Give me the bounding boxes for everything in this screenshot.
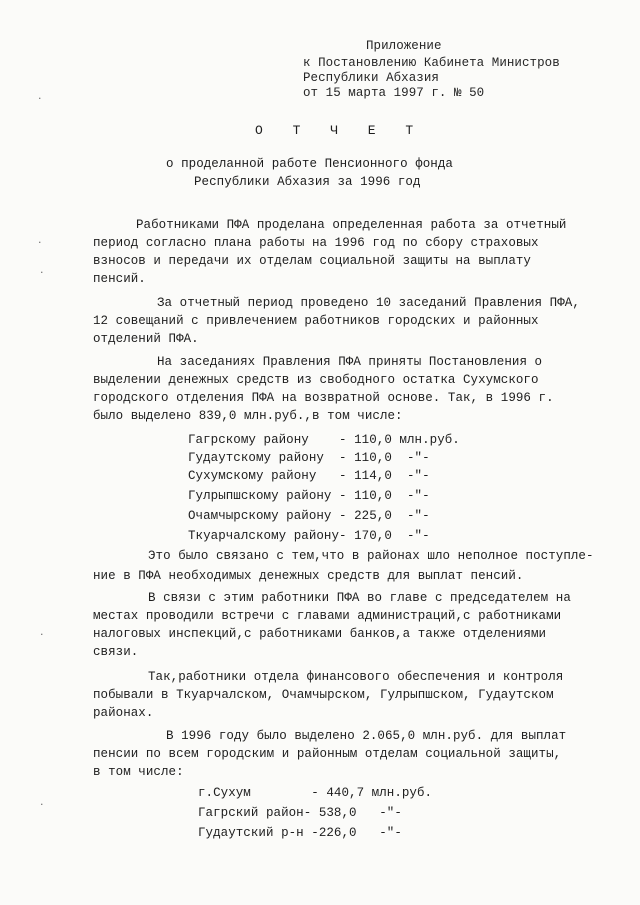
paragraph-3-line: выделении денежных средств из свободного остатка Сухумского [93, 373, 539, 387]
header-line-3: Республики Абхазия [303, 71, 439, 85]
margin-mark: · [40, 266, 44, 279]
header-line-1: Приложение [366, 39, 442, 53]
paragraph-1-line: период согласно плана работы на 1996 год по сбору страховых [93, 236, 539, 250]
paragraph-6-line: районах. [93, 706, 154, 720]
paragraph-4-line: ние в ПФА необходимых денежных средств для выплат пенсий. [93, 569, 524, 583]
paragraph-7-line: в том числе: [93, 765, 184, 779]
paragraph-1-line: Работниками ПФА проделана определенная работа за отчетный [136, 218, 567, 232]
margin-mark: · [38, 92, 42, 105]
pension-list-item: Гагрский район- 538,0 -"- [198, 806, 402, 820]
paragraph-4-line: Это было связано с тем,что в районах шло неполное поступле- [148, 549, 594, 563]
allocation-list-item: Гулрыпшскому району - 110,0 -"- [188, 489, 430, 503]
allocation-list-item: Ткуарчалскому району- 170,0 -"- [188, 529, 430, 543]
allocation-list-item: Гудаутскому району - 110,0 -"- [188, 451, 430, 465]
paragraph-3-line: городского отделения ПФА на возвратной основе. Так, в 1996 г. [93, 391, 554, 405]
paragraph-5-line: местах проводили встречи с главами администраций,с работниками [93, 609, 562, 623]
paragraph-5-line: В связи с этим работники ПФА во главе с председателем на [148, 591, 571, 605]
paragraph-3-line: На заседаниях Правления ПФА приняты Постановления о [157, 355, 543, 369]
paragraph-2-line: 12 совещаний с привлечением работников городских и районных [93, 314, 539, 328]
header-line-4: от 15 марта 1997 г. № 50 [303, 86, 485, 100]
document-subtitle-1: о проделанной работе Пенсионного фонда [166, 157, 453, 171]
allocation-list-item: Очамчырскому району - 225,0 -"- [188, 509, 430, 523]
document-subtitle-2: Республики Абхазия за 1996 год [194, 175, 421, 189]
paragraph-2-line: отделений ПФА. [93, 332, 199, 346]
paragraph-2-line: За отчетный период проведено 10 заседаний Правления ПФА, [157, 296, 580, 310]
allocation-list-item: Гагрскому району - 110,0 млн.руб. [188, 433, 460, 447]
margin-mark: · [40, 798, 44, 811]
paragraph-6-line: побывали в Ткуарчалском, Очамчырском, Гулрыпшском, Гудаутском [93, 688, 554, 702]
paragraph-3-line: было выделено 839,0 млн.руб.,в том числе: [93, 409, 403, 423]
margin-mark: · [38, 236, 42, 249]
allocation-list-item: Сухумскому району - 114,0 -"- [188, 469, 430, 483]
paragraph-1-line: пенсий. [93, 272, 146, 286]
paragraph-5-line: налоговых инспекций,с работниками банков,а также отделениями [93, 627, 547, 641]
paragraph-7-line: пенсии по всем городским и районным отделам социальной защиты, [93, 747, 562, 761]
document-title: О Т Ч Е Т [255, 123, 425, 138]
paragraph-7-line: В 1996 году было выделено 2.065,0 млн.руб. для выплат [166, 729, 567, 743]
paragraph-1-line: взносов и передачи их отделам социальной защиты на выплату [93, 254, 531, 268]
pension-list-item: Гудаутский р-н -226,0 -"- [198, 826, 402, 840]
header-line-2: к Постановлению Кабинета Министров [303, 56, 560, 70]
pension-list-item: г.Сухум - 440,7 млн.руб. [198, 786, 433, 800]
paragraph-5-line: связи. [93, 645, 139, 659]
margin-mark: · [40, 628, 44, 641]
paragraph-6-line: Так,работники отдела финансового обеспечения и контроля [148, 670, 564, 684]
